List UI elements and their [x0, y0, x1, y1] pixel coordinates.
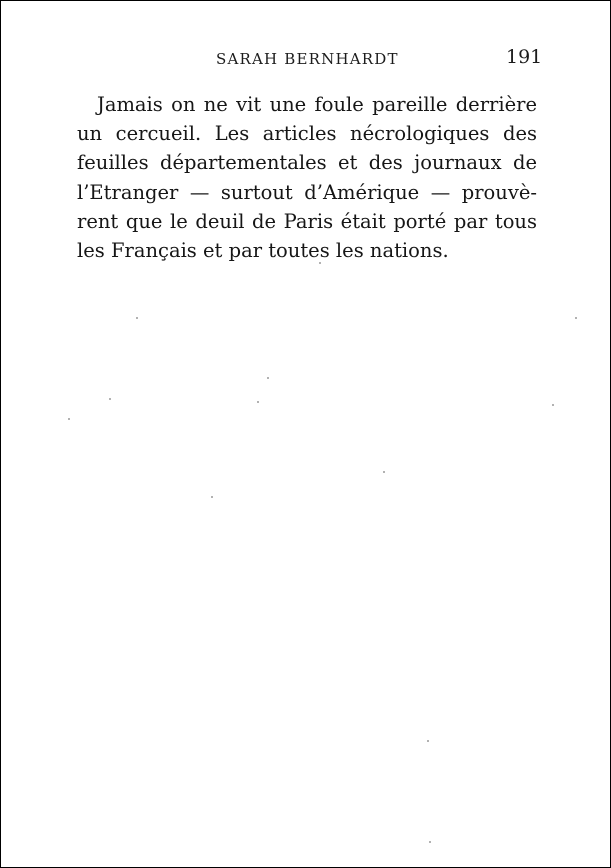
- paper-speck: [136, 317, 138, 319]
- paragraph-line: rent que le deuil de Paris était porté par tous: [77, 209, 537, 233]
- paper-speck: [319, 262, 321, 264]
- paragraph-line: Jamais on ne vit une foule pareille derrière: [97, 93, 537, 116]
- paper-speck: [575, 317, 577, 319]
- paragraph-line: feuilles départementales et des journaux de: [77, 151, 537, 175]
- paragraph-line: l’Etranger — surtout d’Amérique — prouvè-: [77, 180, 537, 204]
- paper-speck: [257, 401, 259, 403]
- paper-speck: [383, 471, 385, 473]
- paper-speck: [427, 740, 429, 742]
- paper-speck: [429, 841, 431, 843]
- page-number: 191: [506, 46, 543, 68]
- body-paragraph: [77, 90, 537, 265]
- paper-speck: [552, 404, 554, 406]
- running-title: SARAH BERNHARDT: [216, 50, 399, 68]
- paragraph-line: les Français et par toutes les nations.: [77, 239, 449, 263]
- paragraph-line: un cercueil. Les articles nécrologiques des: [77, 122, 537, 146]
- paper-speck: [267, 377, 269, 379]
- paper-speck: [211, 496, 213, 498]
- paper-speck: [109, 398, 111, 400]
- paper-speck: [68, 418, 70, 420]
